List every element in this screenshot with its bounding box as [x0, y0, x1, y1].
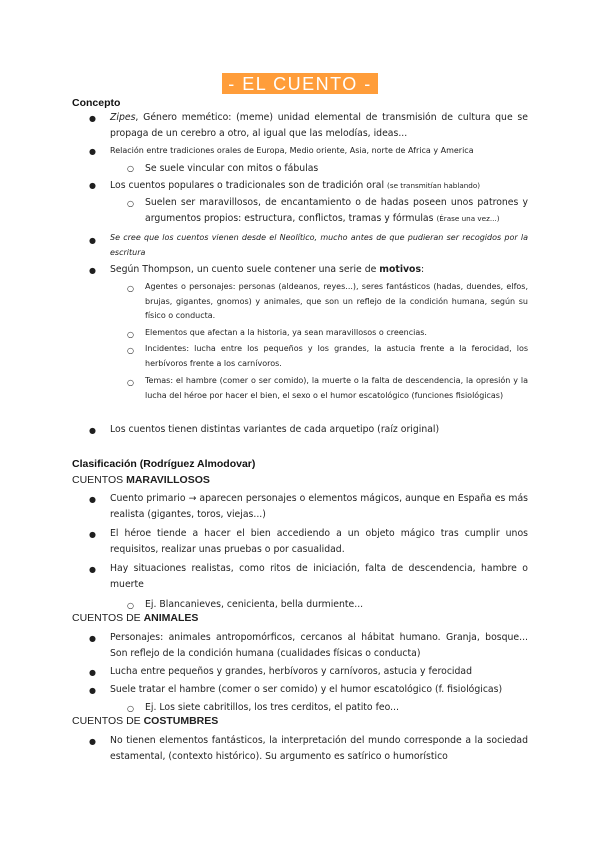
- section-heading-concepto: Concepto: [72, 97, 121, 109]
- category-animales: CUENTOS DE ANIMALES: [72, 612, 199, 624]
- maravillosos-item: El héroe tiende a hacer el bien accediendo a un objeto mágico tras cumplir unos requisitos, realizar unas pruebas o por casualidad.: [110, 528, 528, 555]
- bullet-dot: ●: [89, 114, 96, 123]
- concepto-subitem: Elementos que afectan a la historia, ya sean maravillosos o creencias.: [145, 328, 427, 337]
- bullet-dot: ●: [89, 737, 96, 746]
- bullet-circle: ○: [127, 378, 134, 387]
- bullet-dot: ●: [89, 634, 96, 643]
- bullet-circle: ○: [127, 164, 134, 173]
- concepto-item: Según Thompson, un cuento suele contener una serie de motivos:: [110, 264, 425, 275]
- animales-item: Lucha entre pequeños y grandes, herbívoros y carnívoros, astucia y ferocidad: [110, 666, 473, 677]
- animales-subitem: Ej. Los siete cabritillos, los tres cerditos, el patito feo...: [145, 702, 399, 713]
- bullet-circle: ○: [127, 284, 134, 293]
- concepto-item: Zipes, Género memético: (meme) unidad elemental de transmisión de cultura que se propaga de un cerebro a otro, al igual que las melodías, ideas...: [110, 112, 528, 139]
- concepto-item: Relación entre tradiciones orales de Europa, Medio oriente, Asia, norte de Africa y America: [110, 146, 474, 155]
- maravillosos-item: Hay situaciones realistas, como ritos de iniciación, falta de descendencia, hambre o muerte: [110, 563, 528, 590]
- section-heading-clasificacion: Clasificación (Rodríguez Almodovar): [72, 458, 256, 470]
- costumbres-item: No tienen elementos fantásticos, la interpretación del mundo corresponde a la sociedad estamental, (contexto histórico). Su argumento es satírico o humorístico: [110, 735, 528, 762]
- bullet-dot: ●: [89, 426, 96, 435]
- concepto-subitem: Agentes o personajes: personas (aldeanos, reyes...), seres fantásticos (hadas, duendes, elfos, brujas, gigantes, gnomos) y animales, que son un reflejo de la condición humana, según su físico o conducta.: [145, 282, 528, 320]
- bullet-circle: ○: [127, 601, 134, 610]
- bullet-circle: ○: [127, 704, 134, 713]
- bullet-dot: ●: [89, 495, 96, 504]
- concepto-item: Los cuentos populares o tradicionales son de tradición oral (se transmitían hablando): [110, 180, 481, 191]
- bullet-dot: ●: [89, 668, 96, 677]
- maravillosos-item: Cuento primario → aparecen personajes o elementos mágicos, aunque en España es más realista (gigantes, toros, viejas...): [110, 493, 528, 520]
- concepto-item: Los cuentos tienen distintas variantes de cada arquetipo (raíz original): [110, 424, 440, 435]
- bullet-dot: ●: [89, 266, 96, 275]
- bullet-circle: ○: [127, 330, 134, 339]
- title-wrap: [0, 73, 600, 94]
- animales-item: Personajes: animales antropomórficos, cercanos al hábitat humano. Granja, bosque... Son reflejo de la condición humana (cualidades físicas o conducta): [110, 632, 528, 659]
- maravillosos-subitem: Ej. Blancanieves, cenicienta, bella durmiente...: [145, 599, 364, 610]
- bullet-dot: ●: [89, 181, 96, 190]
- category-costumbres: CUENTOS DE COSTUMBRES: [72, 715, 219, 727]
- animales-item: Suele tratar el hambre (comer o ser comido) y el humor escatológico (f. fisiológicas): [110, 684, 503, 695]
- bullet-dot: ●: [89, 565, 96, 574]
- category-maravillosos: CUENTOS MARAVILLOSOS: [72, 474, 210, 486]
- concepto-subitem: Suelen ser maravillosos, de encantamiento o de hadas poseen unos patrones y argumentos propios: estructura, conflictos, tramas y fórmulas (Érase una vez...): [145, 197, 528, 224]
- concepto-subitem: Incidentes: lucha entre los pequeños y los grandes, la astucia frente a la ferocidad, los herbívoros frente a los carnívoros.: [145, 344, 528, 368]
- bullet-dot: ●: [89, 530, 96, 539]
- bullet-dot: ●: [89, 236, 96, 245]
- bullet-circle: ○: [127, 199, 134, 208]
- bullet-dot: ●: [89, 686, 96, 695]
- concepto-subitem: Se suele vincular con mitos o fábulas: [145, 163, 319, 174]
- concepto-subitem: Temas: el hambre (comer o ser comido), la muerte o la falta de descendencia, la opresión y la lucha del héroe por hacer el bien, el sexo o el humor escatológico (funciones fisiológicas): [145, 376, 528, 400]
- bullet-circle: ○: [127, 346, 134, 355]
- bullet-dot: ●: [89, 147, 96, 156]
- page-title: - EL CUENTO -: [222, 73, 378, 94]
- concepto-item: Se cree que los cuentos vienen desde el Neolítico, mucho antes de que pudieran ser recogidos por la escritura: [110, 233, 528, 257]
